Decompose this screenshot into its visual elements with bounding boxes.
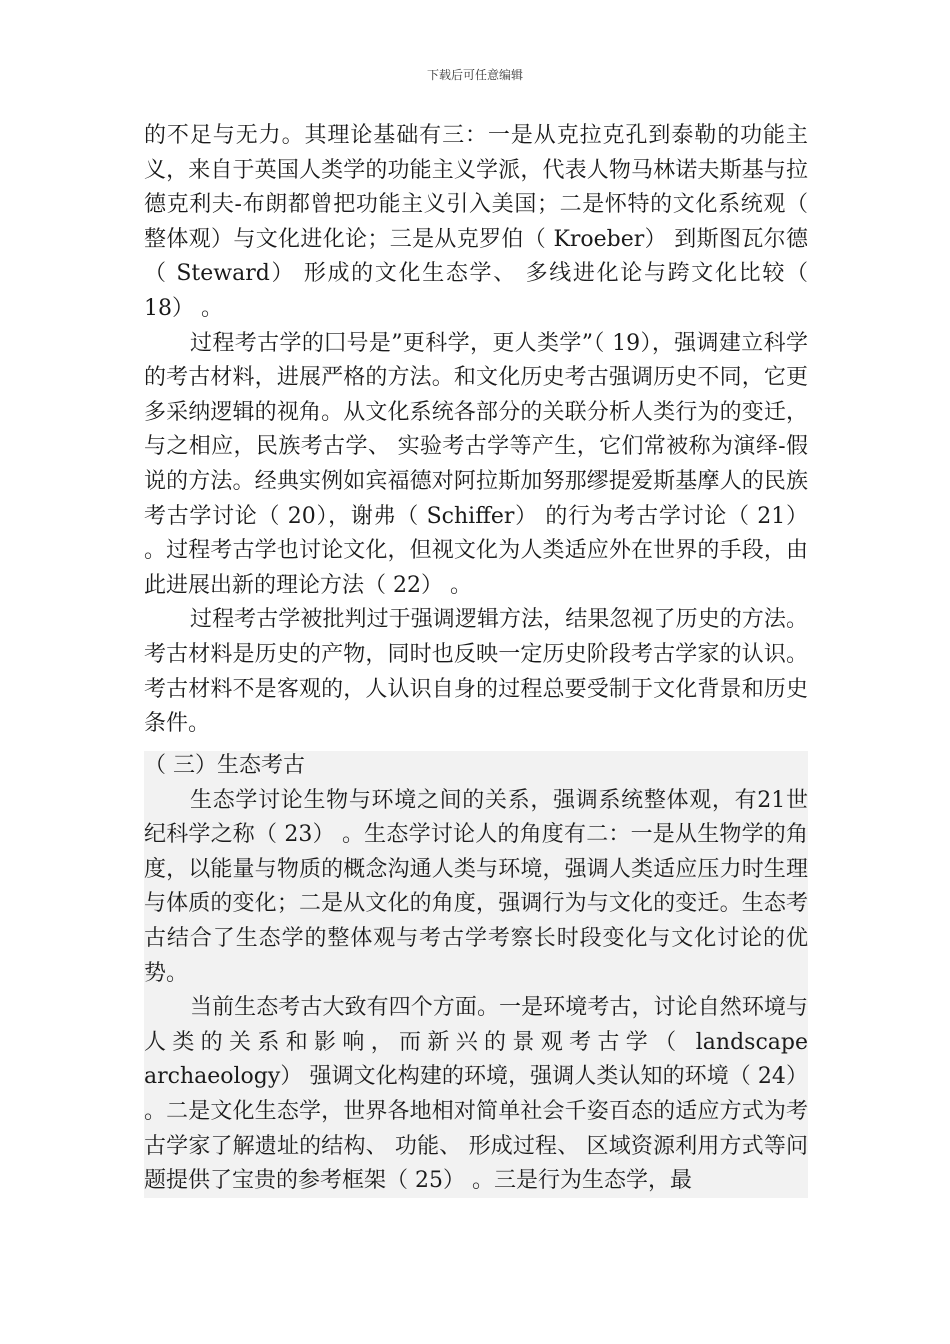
paragraph-processual-slogan: 过程考古学的囗号是”更科学，更人类学”（ 19），强调建立科学的考古材料，进展严格的方法。和文化历史考古强调历史不同，它更多采纳逻辑的视角。从文化系统各部分的关联分析人类行为的变迁，与之相应，民族考古学、 实验考古学等产生，它们常被称为演绎-假说的方法。经典实例如宾福德对阿拉斯加努那缪提爱斯基摩人的民族考古学讨论（ 20），谢弗（ Schiffer） 的行为考古学讨论（ 21） 。过程考古学也讨论文化，但视文化为人类适应外在世界的手段，由此进展出新的理论方法（ 22） 。 [144,330,808,598]
paragraph-processual-critique: 过程考古学被批判过于强调逻辑方法，结果忽视了历史的方法。考古材料是历史的产物，同时也反映一定历史阶段考古学家的认识。考古材料不是客观的，人认识自身的过程总要受制于文化背景和历史条件。 [144,607,808,737]
section-heading: （ 三）生态考古 [144,753,305,778]
paragraph-ecology-aspects: 当前生态考古大致有四个方面。一是环境考古，讨论自然环境与人类的关系和影响，而新兴的景观考古学（ landscape archaeology） 强调文化构建的环境，强调人类认知的环境（ 24） 。二是文化生态学，世界各地相对简单社会千姿百态的适应方式为考古学家了解遗址的结构、 功能、 形成过程、 区域资源利用方式等问题提供了宝贵的参考框架（ 25） 。三是行为生态学，最 [144,995,808,1194]
paragraph-ecology-intro: 生态学讨论生物与环境之间的关系，强调系统整体观，有21世纪科学之称（ 23） 。生态学讨论人的角度有二：一是从生物学的角度，以能量与物质的概念沟通人类与环境，强调人类适应压力时生理与体质的变化；二是从文化的角度，强调行为与文化的变迁。生态考古结合了生态学的整体观与考古学考察长时段变化与文化讨论的优势。 [144,787,808,986]
page-header: 下载后可任意编辑 [426,68,523,82]
section-ecological-archaeology [144,749,808,1199]
body-text-upper [144,119,808,742]
paragraph-continuation: 的不足与无力。其理论基础有三：一是从克拉克孔到泰勒的功能主义，来自于英国人类学的功能主义学派，代表人物马林诺夫斯基与拉德克利夫-布朗都曾把功能主义引入美国；二是怀特的文化系统观（ 整体观）与文化进化论；三是从克罗伯（ Kroeber） 到斯图瓦尔德（ Steward） 形成的文化生态学、 多线进化论与跨文化比较（ 18） 。 [144,123,808,321]
